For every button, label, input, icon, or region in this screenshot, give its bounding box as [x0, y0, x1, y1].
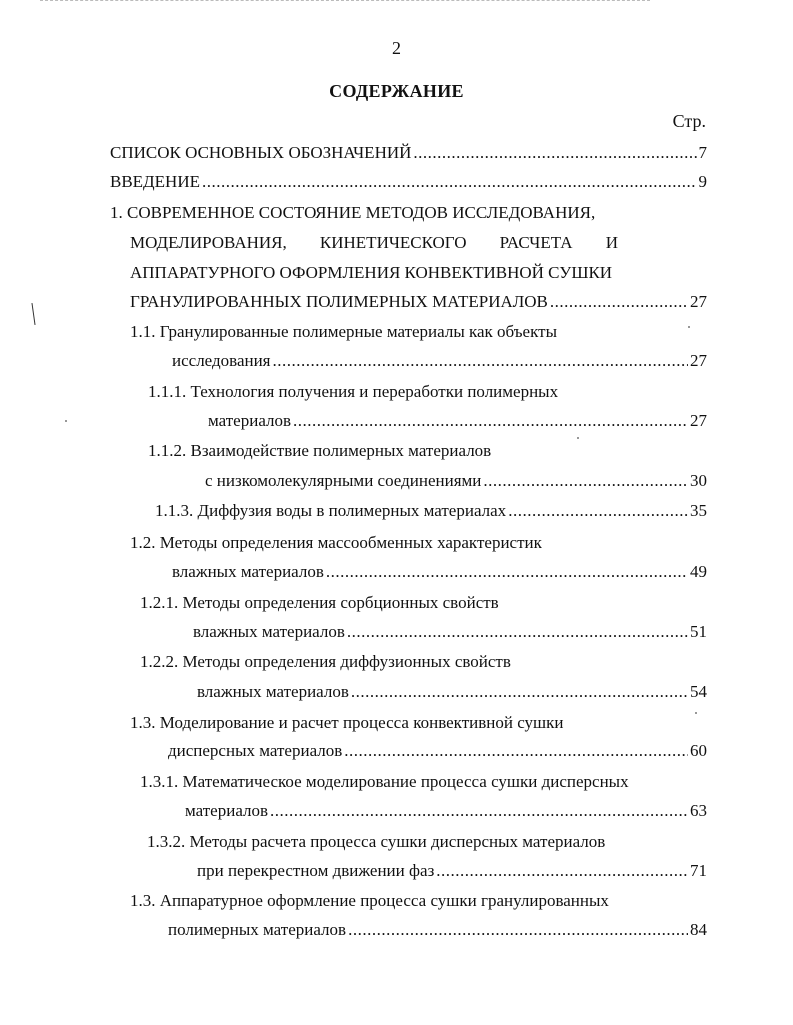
toc-entry-text: 1.1.3. Диффузия воды в полимерных материалах [155, 501, 507, 520]
page-column-label: Стр. [672, 111, 706, 131]
toc-word: РАСЧЕТА [499, 233, 573, 252]
toc-page-number: 84 [690, 920, 707, 939]
toc-page-number: 60 [690, 741, 707, 760]
toc-page-number: 71 [690, 861, 707, 880]
page-number: 2 [392, 38, 401, 58]
toc-chapter1-line4[interactable] [130, 292, 707, 312]
toc-page-number: 27 [690, 351, 707, 370]
toc-section-1-1-2-line2[interactable] [205, 471, 707, 491]
toc-leader-dots [436, 861, 688, 881]
toc-section-1-2-1-line1[interactable]: 1.2.1. Методы определения сорбционных свойств [140, 593, 499, 612]
toc-page-number: 49 [690, 562, 707, 581]
toc-section-1-1-2-line1[interactable]: 1.1.2. Взаимодействие полимерных материалов [148, 441, 492, 460]
toc-page-number: 54 [690, 682, 707, 701]
scan-speck [688, 326, 690, 328]
toc-section-1-1-line1[interactable]: 1.1. Гранулированные полимерные материалы как объекты [130, 322, 557, 341]
toc-word: КИНЕТИЧЕСКОГО [319, 233, 467, 252]
toc-leader-dots [347, 622, 688, 642]
toc-entry-text: ГРАНУЛИРОВАННЫХ ПОЛИМЕРНЫХ МАТЕРИАЛОВ [130, 292, 548, 311]
toc-section-1-3-1-line2[interactable] [185, 801, 707, 821]
toc-page-number: 30 [690, 471, 707, 490]
toc-page-number: 63 [690, 801, 707, 820]
toc-chapter1-line2[interactable] [130, 233, 618, 253]
toc-section-1-3-2-line1[interactable]: 1.3.2. Методы расчета процесса сушки дисперсных материалов [147, 832, 606, 851]
toc-section-1-3-line2[interactable] [168, 741, 707, 761]
toc-entry-text: влажных материалов [197, 682, 349, 701]
toc-entry-text: ВВЕДЕНИЕ [110, 172, 200, 191]
toc-word: МОДЕЛИРОВАНИЯ, [130, 233, 287, 252]
toc-leader-dots [550, 292, 688, 312]
toc-page-number: 51 [690, 622, 707, 641]
toc-section-1-2-2-line2[interactable] [197, 682, 707, 702]
scan-speck [695, 712, 697, 714]
toc-leader-dots [326, 562, 688, 582]
toc-entry-text: полимерных материалов [168, 920, 347, 939]
scan-top-border [40, 0, 650, 2]
toc-leader-dots [344, 741, 688, 761]
toc-section-1-3b-line2[interactable] [168, 920, 707, 940]
toc-leader-dots [508, 501, 688, 521]
toc-section-1-3-line1[interactable]: 1.3. Моделирование и расчет процесса конвективной сушки [130, 713, 564, 732]
toc-entry-text: влажных материалов [172, 562, 324, 581]
toc-page-number: 9 [698, 172, 707, 191]
toc-section-1-3b-line1[interactable]: 1.3. Аппаратурное оформление процесса сушки гранулированных [130, 891, 609, 910]
toc-leader-dots [348, 920, 688, 940]
toc-entry-text: с низкомолекулярными соединениями [205, 471, 482, 490]
toc-entry-text: при перекрестном движении фаз [197, 861, 435, 880]
toc-chapter1-line3[interactable]: АППАРАТУРНОГО ОФОРМЛЕНИЯ КОНВЕКТИВНОЙ СУШКИ [130, 263, 613, 282]
toc-leader-dots [351, 682, 688, 702]
toc-page-number: 35 [690, 501, 707, 520]
toc-entry-text: материалов [185, 801, 269, 820]
toc-section-1-3-1-line1[interactable]: 1.3.1. Математическое моделирование процесса сушки дисперсных [140, 772, 629, 791]
toc-page-number: 7 [698, 143, 707, 162]
toc-word: И [605, 233, 618, 252]
toc-leader-dots [202, 172, 697, 192]
toc-entry-text: материалов [208, 411, 292, 430]
toc-entry-introduction[interactable] [110, 172, 707, 192]
toc-leader-dots [293, 411, 688, 431]
toc-section-1-1-1-line1[interactable]: 1.1.1. Технология получения и переработки полимерных [148, 382, 559, 401]
toc-section-1-1-1-line2[interactable] [208, 411, 707, 431]
toc-entry-text: исследования [172, 351, 271, 370]
toc-page-number: 27 [690, 411, 707, 430]
toc-section-1-1-3[interactable] [155, 501, 707, 521]
toc-entry-text: СПИСОК ОСНОВНЫХ ОБОЗНАЧЕНИЙ [110, 143, 412, 162]
toc-leader-dots [413, 143, 696, 163]
scan-speck [577, 437, 579, 439]
toc-section-1-2-line1[interactable]: 1.2. Методы определения массообменных характеристик [130, 533, 542, 552]
toc-leader-dots [273, 351, 688, 371]
toc-section-1-1-line2[interactable] [172, 351, 707, 371]
toc-chapter1-line1[interactable]: 1. СОВРЕМЕННОЕ СОСТОЯНИЕ МЕТОДОВ ИССЛЕДОВАНИЯ, [110, 203, 596, 222]
toc-entry-text: влажных материалов [193, 622, 345, 641]
toc-entry-abbreviations[interactable] [110, 143, 707, 163]
toc-section-1-2-line2[interactable] [172, 562, 707, 582]
toc-entry-text: дисперсных материалов [168, 741, 343, 760]
scan-margin-mark [31, 303, 35, 325]
toc-section-1-2-2-line1[interactable]: 1.2.2. Методы определения диффузионных свойств [140, 652, 511, 671]
toc-leader-dots [483, 471, 688, 491]
toc-section-1-2-1-line2[interactable] [193, 622, 707, 642]
toc-section-1-3-2-line2[interactable] [197, 861, 707, 881]
toc-page-number: 27 [690, 292, 707, 311]
toc-leader-dots [270, 801, 688, 821]
page-title: СОДЕРЖАНИЕ [329, 81, 464, 101]
scan-speck [65, 420, 67, 422]
